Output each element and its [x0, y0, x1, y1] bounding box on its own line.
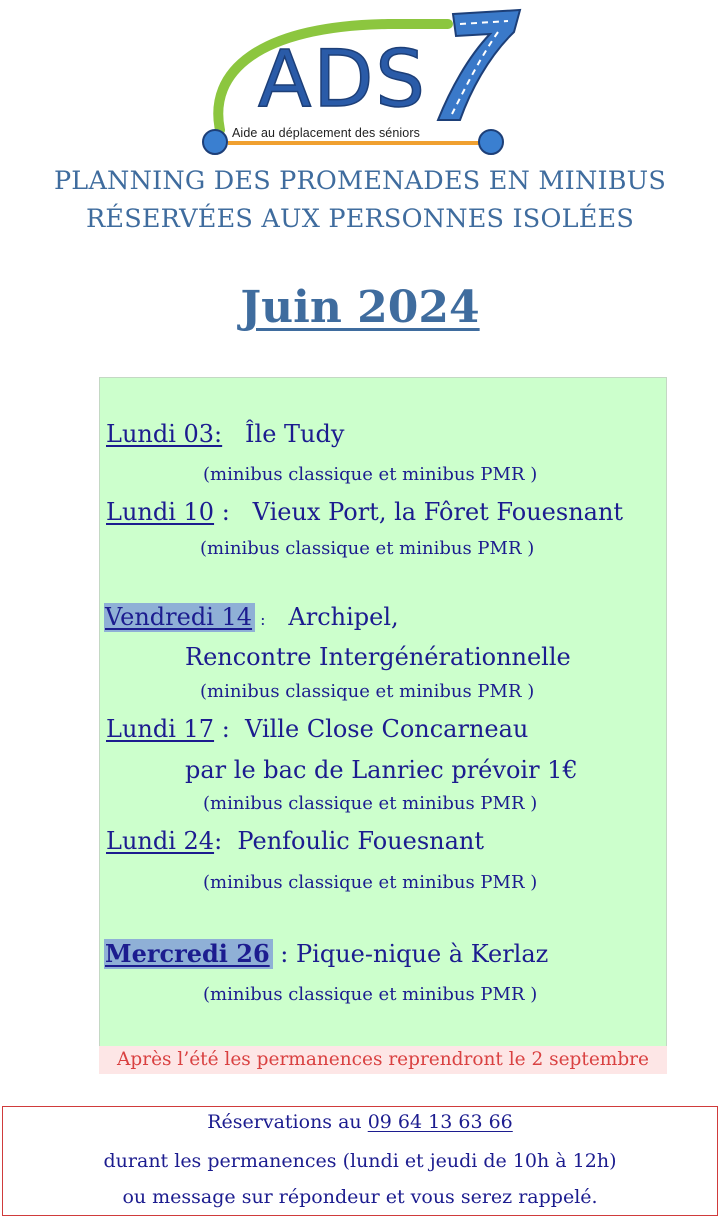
entry-vehicles: (minibus classique et minibus PMR )	[203, 464, 538, 485]
schedule-entry	[104, 603, 399, 631]
entry-extra: par le bac de Lanriec prévoir 1€	[185, 756, 578, 784]
entry-vehicles: (minibus classique et minibus PMR )	[200, 538, 535, 559]
entry-vehicles: (minibus classique et minibus PMR )	[203, 872, 538, 893]
logo-right-wheel	[479, 130, 503, 154]
reservation-line2: durant les permanences (lundi et jeudi de 10h à 12h)	[103, 1150, 617, 1172]
reservation-line1	[3, 1111, 717, 1133]
reservation-line3: ou message sur répondeur et vous serez rappelé.	[122, 1186, 598, 1208]
entry-vehicles: (minibus classique et minibus PMR )	[200, 681, 535, 702]
entry-separator: :	[214, 498, 230, 526]
month-heading: Juin 2024	[240, 282, 480, 333]
reservation-box	[2, 1106, 718, 1216]
entry-destination: Île Tudy	[245, 420, 345, 448]
entry-date: Vendredi 14	[104, 603, 255, 632]
page-title-line1: PLANNING DES PROMENADES EN MINIBUS	[53, 166, 667, 196]
entry-date: Lundi 24	[106, 827, 215, 855]
entry-date: Lundi 10	[106, 498, 215, 526]
entry-vehicles: (minibus classique et minibus PMR )	[203, 793, 538, 814]
page-title-line2: RÉSERVÉES AUX PERSONNES ISOLÉES	[85, 204, 634, 234]
entry-separator: :	[214, 827, 223, 855]
entry-separator: :	[272, 940, 289, 968]
entry-destination: Penfoulic Fouesnant	[237, 827, 484, 855]
logo-left-wheel	[203, 130, 227, 154]
entry-separator: :	[214, 715, 230, 743]
entry-date: Lundi 17	[106, 715, 215, 743]
entry-destination: Archipel,	[288, 603, 399, 631]
entry-vehicles: (minibus classique et minibus PMR )	[203, 984, 538, 1005]
entry-destination: Ville Close Concarneau	[245, 715, 529, 743]
entry-destination: Vieux Port, la Fôret Fouesnant	[252, 498, 624, 526]
schedule-entry	[106, 420, 344, 448]
entry-separator: :	[255, 610, 266, 629]
reservation-prefix: Réservations au	[207, 1111, 368, 1133]
entry-date: Lundi 03:	[106, 420, 223, 448]
entry-destination: Pique-nique à Kerlaz	[296, 940, 549, 968]
logo-letters: ADS	[258, 35, 427, 125]
entry-extra: Rencontre Intergénérationnelle	[185, 643, 571, 671]
schedule-entry	[106, 827, 484, 855]
entry-date: Mercredi 26	[104, 939, 273, 969]
phone-number-link[interactable]: 09 64 13 63 66	[367, 1111, 513, 1133]
resume-note: Après l’été les permanences reprendront le 2 septembre	[99, 1046, 667, 1074]
schedule-entry	[106, 715, 528, 743]
schedule-entry	[104, 939, 548, 968]
schedule-entry	[106, 498, 623, 526]
logo-tagline: Aide au déplacement des séniors	[232, 126, 420, 140]
